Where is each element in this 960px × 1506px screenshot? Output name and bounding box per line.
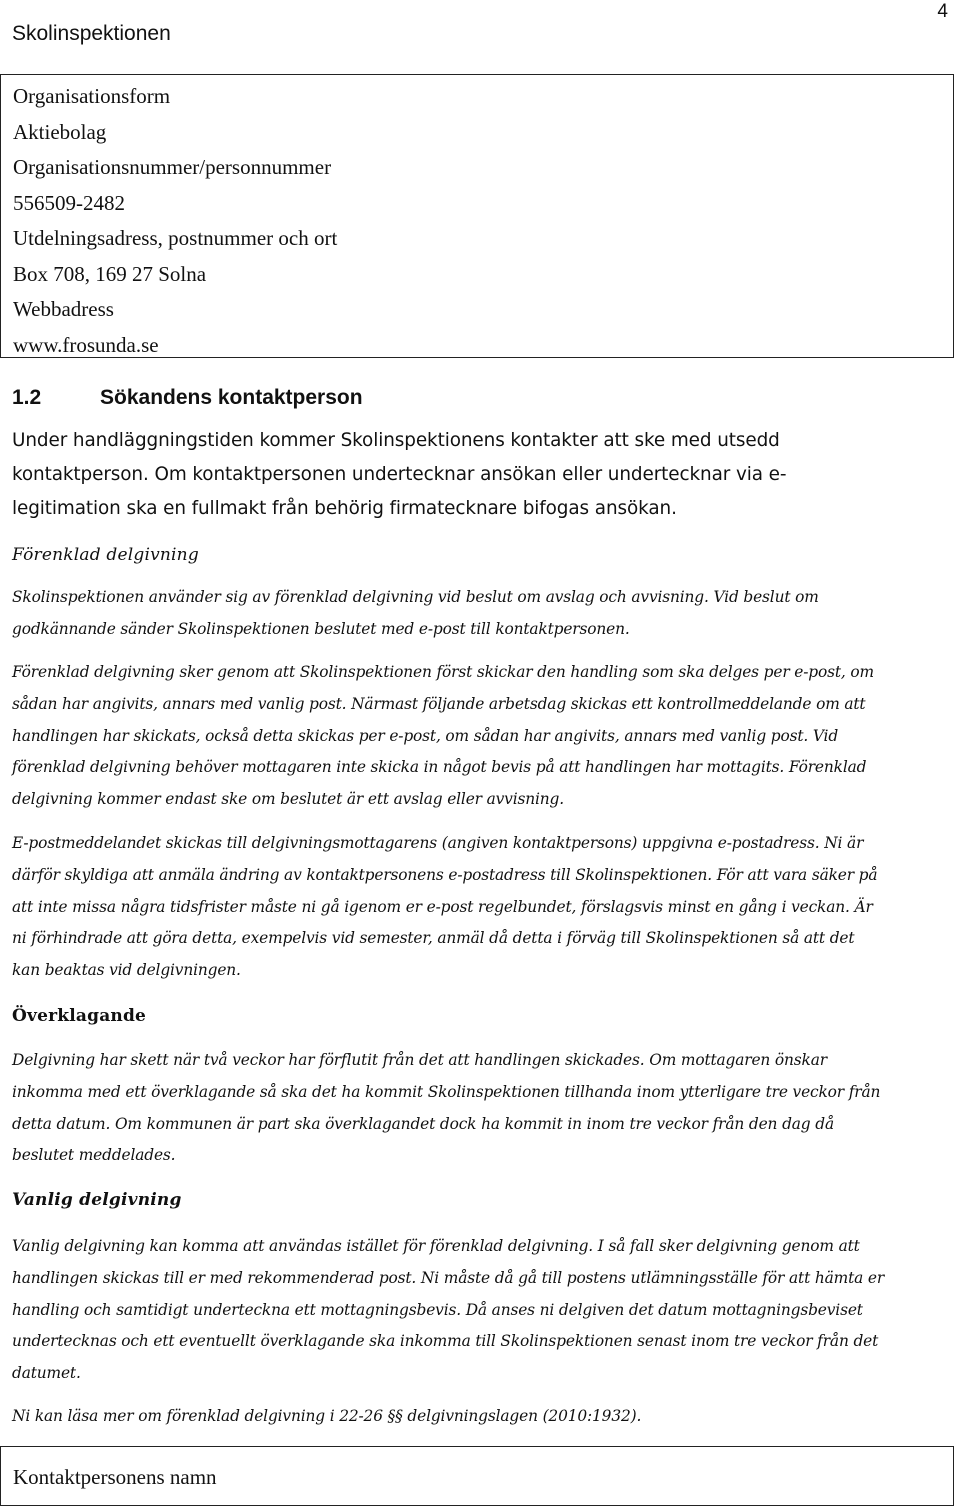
paragraph-line: handling och samtidigt underteckna ett mottagningsbevis. Då anses ni delgiven det datum mottagningsbeviset [12, 1300, 863, 1319]
intro-line: kontaktperson. Om kontaktpersonen undertecknar ansökan eller undertecknar via e- [12, 464, 787, 485]
contact-name-box [0, 1446, 954, 1506]
section-title: Sökandens kontaktperson [100, 386, 363, 409]
paragraph-line: delgivning kommer endast ske om beslutet är ett avslag eller avvisning. [12, 790, 564, 809]
paragraph-forenklad-3 [12, 828, 952, 987]
paragraph-line: Förenklad delgivning sker genom att Skolinspektionen först skickar den handling som ska delges per e-post, om [12, 663, 874, 681]
paragraph-vanlig [12, 1231, 952, 1390]
section-heading [12, 383, 363, 413]
paragraph-line: undertecknas och ett eventuellt överklagande ska inkomma till Skolinspektionen senast inom tre veckor från det [12, 1332, 879, 1351]
info-value-webbadress: www.frosunda.se [13, 332, 159, 357]
heading-forenklad-delgivning: Förenklad delgivning [12, 545, 199, 565]
heading-overklagande: Överklagande [12, 1006, 147, 1026]
paragraph-overklagande [12, 1045, 952, 1172]
page-number: 4 [937, 1, 948, 22]
intro-line: legitimation ska en fullmakt från behörig firmatecknare bifogas ansökan. [12, 498, 677, 519]
reference-line: Ni kan läsa mer om förenklad delgivning i 22-26 §§ delgivningslagen (2010:1932). [12, 1407, 642, 1425]
header-title: Skolinspektionen [12, 22, 171, 45]
info-value-organisationsnummer: 556509-2482 [13, 190, 125, 215]
info-label-organisationsform: Organisationsform [13, 84, 171, 108]
paragraph-line: handlingen skickas till er med rekommenderad post. Ni måste då gå till postens utlämningsställe för att hämta er [12, 1268, 885, 1287]
paragraph-line: E-postmeddelandet skickas till delgivningsmottagarens (angiven kontaktpersons) uppgivna e-postadress. Ni är [12, 834, 864, 852]
paragraph-reference [12, 1401, 952, 1433]
paragraph-line: Vanlig delgivning kan komma att användas istället för förenklad delgivning. I så fall sker delgivning genom att [12, 1237, 860, 1255]
section-intro [12, 424, 952, 526]
paragraph-forenklad-2 [12, 657, 952, 816]
paragraph-forenklad-1 [12, 582, 952, 646]
paragraph-line: därför skyldiga att anmäla ändring av kontaktpersonens e-postadress till Skolinspektionen. För att vara säker på [12, 865, 878, 884]
paragraph-line: sådan har angivits, annars med vanlig post. Närmast följande arbetsdag skickas ett kontrollmeddelande om att [12, 694, 866, 713]
info-value-utdelningsadress: Box 708, 169 27 Solna [13, 261, 207, 286]
paragraph-line: förenklad delgivning behöver mottagaren inte skicka in något bevis på att handlingen har mottagits. Förenklad [12, 758, 867, 777]
paragraph-line: Delgivning har skett när två veckor har förflutit från det att handlingen skickades. Om mottagaren önskar [12, 1051, 827, 1069]
heading-vanlig-delgivning: Vanlig delgivning [12, 1190, 182, 1210]
paragraph-line: godkännande sänder Skolinspektionen beslutet med e-post till kontaktpersonen. [12, 619, 630, 638]
info-value-organisationsform: Aktiebolag [13, 119, 107, 144]
organisation-info-box [0, 74, 954, 358]
info-label-organisationsnummer: Organisationsnummer/personnummer [13, 155, 332, 179]
paragraph-line: Skolinspektionen använder sig av förenklad delgivning vid beslut om avslag och avvisning. Vid beslut om [12, 588, 819, 606]
paragraph-line: handlingen har skickats, också detta skickas per e-post, om sådan har angivits, annars med vanlig post. Vid [12, 726, 839, 745]
contact-name-label: Kontaktpersonens namn [13, 1465, 217, 1489]
intro-line: Under handläggningstiden kommer Skolinspektionens kontakter att ske med utsedd [12, 430, 780, 451]
paragraph-line: inkomma med ett överklagande så ska det ha kommit Skolinspektionen tillhanda inom ytterligare tre veckor från [12, 1082, 881, 1101]
paragraph-line: detta datum. Om kommunen är part ska överklagandet dock ha kommit in inom tre veckor från den dag då [12, 1114, 834, 1133]
info-label-webbadress: Webbadress [13, 297, 114, 321]
info-label-utdelningsadress: Utdelningsadress, postnummer och ort [13, 226, 338, 250]
paragraph-line: ni förhindrade att göra detta, exempelvis vid semester, anmäl då detta i förväg till Skolinspektionen så att det [12, 929, 855, 948]
paragraph-line: datumet. [12, 1364, 81, 1383]
paragraph-line: beslutet meddelades. [12, 1146, 176, 1165]
paragraph-line: att inte missa några tidsfrister måste ni gå igenom er e-post regelbundet, förslagsvis minst en gång i veckan. Är [12, 897, 873, 916]
section-number: 1.2 [12, 386, 42, 409]
paragraph-line: kan beaktas vid delgivningen. [12, 961, 241, 980]
